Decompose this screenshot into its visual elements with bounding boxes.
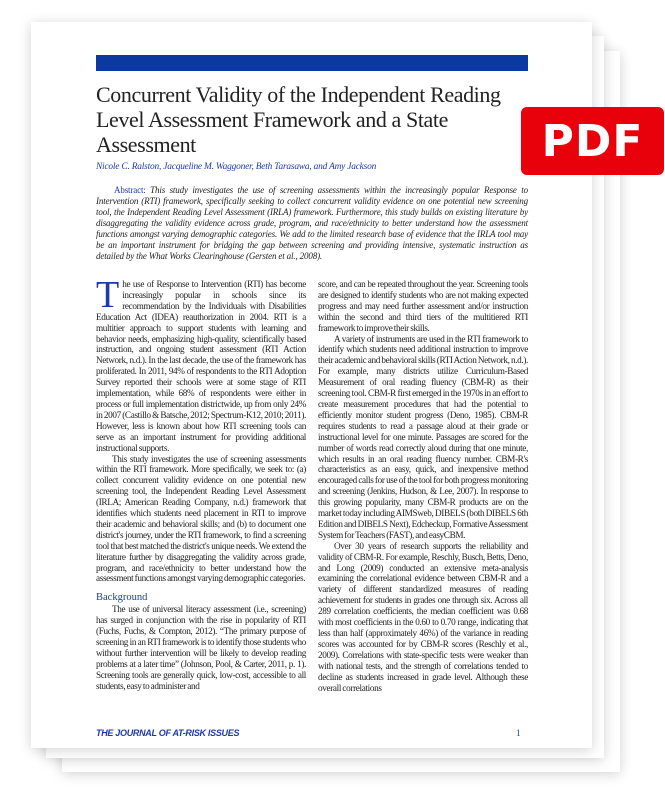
right-column <box>318 279 528 693</box>
page-number: 1 <box>516 728 521 738</box>
pdf-file-icon <box>521 107 664 175</box>
journal-name-footer: THE JOURNAL OF AT-RISK ISSUES <box>96 728 240 738</box>
abstract-label: Abstract: <box>114 185 146 195</box>
left-column <box>96 274 306 692</box>
article-title: Concurrent Validity of the Independent Reading Level Assessment Framework and a State Assessment <box>96 82 501 157</box>
section-heading-background: Background <box>96 592 148 604</box>
abstract-text: This study investigates the use of screening assessments within the increasingly popular Response to Intervention (RTI) framework, specifically seeking to collect concurrent validity evidence on one potential new screening tool, the Independent Reading Level Assessment (IRLA) framework. Furthermore, this study builds on existing literature by disaggregating the validity evidence across grade, program, and race/ethnicity to better understand how the assessment functions amongst varying demographic categories. We add to the limited research base of evidence that the IRLA tool may be an important instrument for bridging the gap between screening and providing intensive, systematic instruction as detailed by the What Works Clearinghouse (Gersten et al., 2008). <box>96 185 528 261</box>
paragraph-text: he use of Response to Intervention (RTI) has become increasingly popular in schools since its recommendation by the Individuals with Disabilities Education Act (IDEA) reauthorization in 2004. RTI is a multitier approach to support students with learning and behavior needs, emphasizing high-quality, scientifically based instruction, and ongoing student assessment (RTI Action Network, n.d.). In the last decade, the use of the framework has proliferated. In 2011, 94% of respondents to the RTI Adoption Survey reported their schools were at some stage of RTI implementation, while 68% of respondents were either in process or full implementation districtwide, up from only 24% in 2007 (Castillo & Batsche, 2012; Spectrum-K12, 2010; 2011). However, less is known about how RTI screening tools can serve as an important instrument for providing additional instructional supports. <box>96 279 306 453</box>
drop-cap: T <box>96 274 120 316</box>
paragraph: The use of universal literacy assessment (i.e., screening) has surged in conjunction with the rise in popularity of RTI (Fuchs, Fuchs, & Compton, 2012). “The primary purpose of screening in an RTI framework is to identify those students who without further intervention will be likely to develop reading problems at a later time” (Johnson, Pool, & Carter, 2011, p. 1). Screening tools are generally quick, low-cost, accessible to all students, easy to administer and <box>96 604 306 691</box>
article-authors: Nicole C. Ralston, Jacqueline M. Waggoner, Beth Tarasawa, and Amy Jackson <box>96 162 377 172</box>
paragraph <box>96 274 306 454</box>
pdf-badge-label: PDF <box>541 115 644 167</box>
paragraph: Over 30 years of research supports the reliability and validity of CBM-R. For example, Reschly, Busch, Betts, Deno, and Long (2009) conducted an extensive meta-analysis examining the correlational evidence between CBM-R and a variety of different standardized measures of reading achievement for students in grades one through six. Across all 289 correlation coefficients, the median coefficient was 0.68 with most coefficients in the 0.60 to 0.70 range, indicating that less than half (approximately 46%) of the variance in reading scores was accounted for by CBM-R scores (Reschly et al., 2009). Correlations with state-specific tests were weaker than with national tests, and the strength of correlations tended to decline as students increased in grade level. Although these overall correlations <box>318 540 528 693</box>
header-accent-bar <box>96 55 528 71</box>
paragraph: score, and can be repeated throughout the year. Screening tools are designed to identify students who are not making expected progress and may need further assessment and/or instruction within the second and third tiers of the multitiered RTI framework to improve their skills. <box>318 279 528 333</box>
paragraph: This study investigates the use of screening assessments within the RTI framework. More specifically, we seek to: (a) collect concurrent validity evidence on one potential new screening tool, the Independent Reading Level Assessment (IRLA; American Reading Company, n.d.) framework that identifies which students need placement in RTI to improve their academic and behavioral skills; and (b) to document one district's journey, under the RTI framework, to find a screening tool that best matched the district's unique needs. We extend the literature further by disaggregating the validity across grade, program, and race/ethnicity to better understand how the assessment functions amongst varying demographic categories. <box>96 453 306 584</box>
paragraph: A variety of instruments are used in the RTI framework to identify which students need additional instruction to improve their academic and behavioral skills (RTI Action Network, n.d.). For example, many districts utilize Curriculum-Based Measurement of oral reading fluency (CBM-R) as their screening tool. CBM-R first emerged in the 1970s in an effort to create measurement procedures that had the potential to efficiently monitor student progress (Deno, 1985). CBM-R requires students to read a passage aloud at their grade or instructional level for one minute. Passages are scored for the number of words read correctly aloud during that one minute, which results in an oral reading fluency number. CBM-R's characteristics as an easy, quick, and inexpensive method encouraged calls for use of the tool for both progress monitoring and screening (Jenkins, Hudson, & Lee, 2007). In response to this growing popularity, many CBM-R products are on the market today including AIMSweb, DIBELS (both DIBELS 6th Edition and DIBELS Next), Edcheckup, Formative Assessment System for Teachers (FAST), and easyCBM. <box>318 333 528 540</box>
abstract <box>96 185 528 262</box>
